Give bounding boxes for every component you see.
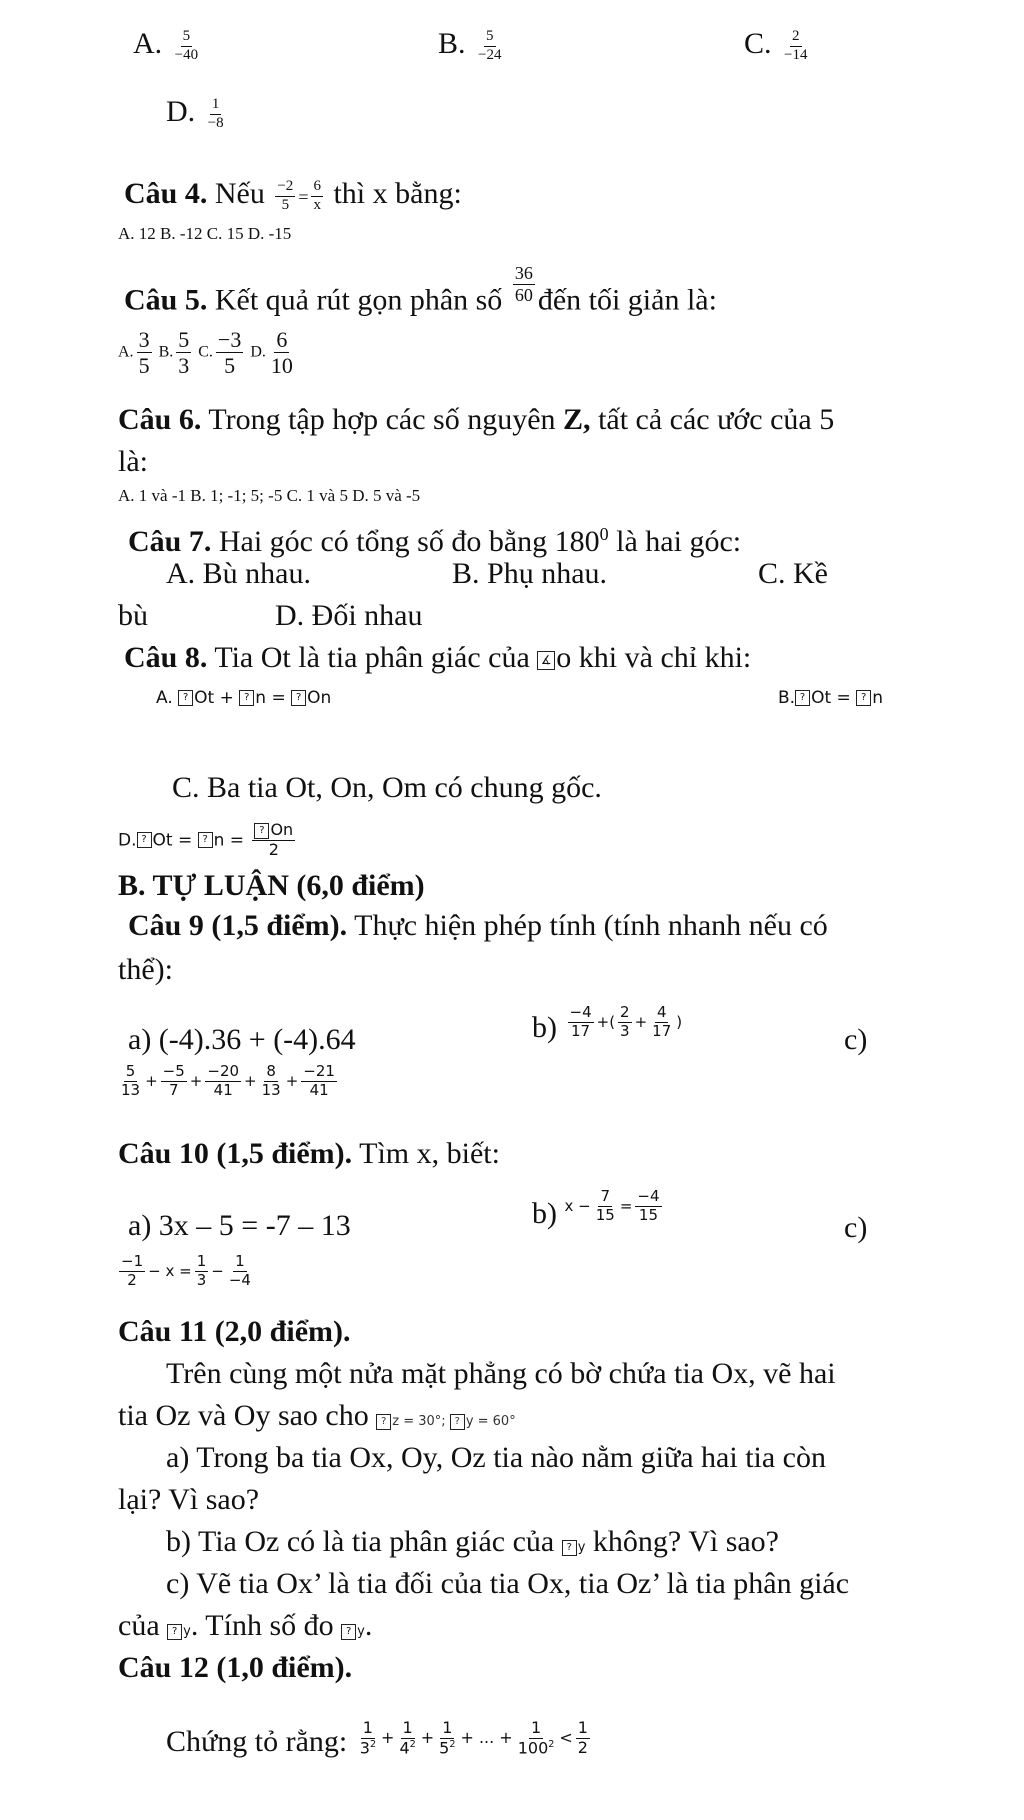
q8-a-missing-glyph-3: ? [291, 690, 306, 706]
q3-option-a [133, 26, 203, 63]
q8-d-missing-glyph-1: ? [137, 832, 152, 848]
q7-answer-a: A. Bù nhau. [166, 557, 311, 590]
q10-c-fraction-2: $\frac{1}{3}$ [196, 1252, 207, 1289]
q4-fraction-1: $\frac{-2}{5}$ [277, 177, 294, 213]
q5-answer-d: $\frac{6}{10}$ [270, 327, 293, 379]
q8-answer-d: D. ? Ot = ? n = $\frac{? On}{2}$ [118, 820, 294, 859]
q11-label: Câu 11 (2,0 điểm). [118, 1315, 351, 1348]
q3-option-b-fraction: $\frac{5}{-24}$ [478, 27, 502, 63]
q12-rhs: $\frac{1}{2}$ [577, 1718, 588, 1757]
q3-option-c [744, 26, 812, 63]
q8-answer-b: B. ? Ot = ? n [778, 688, 883, 708]
q8-d-missing-glyph-2: ? [198, 832, 213, 848]
q11-missing-glyph-5: ? [341, 1624, 356, 1640]
q12-term-2: $\frac{1}{4^2}$ [399, 1718, 416, 1758]
q9-c-term-5: $\frac{-21}{41}$ [303, 1062, 335, 1099]
q6-question-cont: là: [118, 445, 148, 478]
q6-answers: A. 1 và -1 B. 1; -1; 5; -5 C. 1 và 5 D. 5 và -5 [118, 486, 421, 505]
q9-question: Câu 9 (1,5 điểm). Thực hiện phép tính (tính nhanh nếu có [128, 909, 828, 942]
q11-part-c-line-1: c) Vẽ tia Ox’ là tia đối của tia Ox, tia Oz’ là tia phân giác [166, 1567, 850, 1600]
q3-option-b [438, 26, 506, 63]
q8-answer-c: C. Ba tia Ot, On, Om có chung gốc. [172, 771, 602, 804]
q9-b-fraction-1: $\frac{-4}{17}$ [569, 1003, 592, 1040]
q10-part-c: $\frac{-1}{2}$ − x = $\frac{1}{3}$ − $\frac{1}{-4}$ [121, 1252, 251, 1289]
q12-term-4: $\frac{1}{100^2}$ [517, 1718, 555, 1758]
q9-question-cont: thể): [118, 953, 173, 986]
q9-b-fraction-3: $\frac{4}{17}$ [652, 1003, 672, 1040]
q10-part-c-label: c) [844, 1211, 868, 1244]
q7-answer-d: D. Đối nhau [275, 599, 423, 632]
q11-missing-glyph-1: ? [376, 1414, 391, 1430]
q7-answer-b: B. Phụ nhau. [452, 557, 608, 590]
q11-part-a-line-2: lại? Vì sao? [118, 1483, 260, 1516]
q8-answer-a: A. ? Ot + ? n = ? On [156, 688, 332, 708]
q10-part-a: a) 3x – 5 = -7 – 13 [128, 1209, 351, 1242]
q3-option-d-label: D. [166, 95, 196, 128]
q8-d-fraction: $\frac{? On}{2}$ [252, 822, 295, 859]
q11-missing-glyph-4: ? [167, 1624, 182, 1640]
q3-option-c-label: C. [744, 27, 772, 60]
q7-question: Câu 7. Hai góc có tổng số đo bằng $180^0$ là hai góc: [128, 524, 742, 558]
q3-option-a-label: A. [133, 27, 163, 60]
q3-option-d [166, 94, 229, 131]
q11-part-b: b) Tia Oz có là tia phân giác của ? y không? Vì sao? [166, 1525, 780, 1558]
q12-term-1: $\frac{1}{3^2}$ [359, 1718, 377, 1758]
q10-b-fraction-2: $\frac{-4}{15}$ [637, 1187, 660, 1224]
q8-a-missing-glyph-1: ? [178, 690, 193, 706]
q5-fraction: $\frac{36}{60}$ [514, 263, 533, 305]
q8-question: Câu 8. Tia Ot là tia phân giác của ∡ o khi và chỉ khi: [124, 641, 752, 674]
q9-b-fraction-2: $\frac{2}{3}$ [620, 1003, 630, 1040]
q4-fraction-2: $\frac{6}{x}$ [313, 177, 321, 213]
q5-answer-b: $\frac{5}{3}$ [178, 327, 190, 379]
q3-option-c-fraction: $\frac{2}{-14}$ [784, 27, 808, 63]
section-b-title: B. TỰ LUẬN (6,0 điểm) [118, 869, 425, 902]
q11-paragraph-2: tia Oz và Oy sao cho ? z = 30°; ? y = 60° [118, 1399, 516, 1432]
q6-label: Câu 6. [118, 403, 202, 436]
q11-missing-glyph-3: ? [562, 1540, 577, 1556]
q10-label: Câu 10 (1,5 điểm). [118, 1137, 353, 1170]
q5-answer-a: $\frac{3}{5}$ [138, 327, 150, 379]
q5-answer-c: $\frac{-3}{5}$ [217, 327, 242, 379]
q6-question: Câu 6. Trong tập hợp các số nguyên Z, tất cả các ước của 5 [118, 403, 835, 436]
q5-answers: A. $\frac{3}{5}$ B. $\frac{5}{3}$ C. $\frac{-3}{5}$ D. $\frac{6}{10}$ [118, 327, 293, 379]
q7-value: $180^0$ [554, 524, 609, 558]
q5-question: Câu 5. Kết quả rút gọn phân số $\frac{36}{60}$ đến tối giản là: [124, 263, 717, 317]
q8-b-missing-glyph-1: ? [795, 690, 810, 706]
q10-c-fraction-3: $\frac{1}{-4}$ [228, 1252, 251, 1289]
q4-label: Câu 4. [124, 177, 208, 210]
q10-question: Câu 10 (1,5 điểm). Tìm x, biết: [118, 1137, 500, 1170]
q10-part-b: b) $^{x - \frac{7}{15} = \frac{-4}{15}}$ [532, 1187, 660, 1230]
q8-angle-glyph: ∡ [537, 651, 555, 670]
q9-c-term-1: $\frac{5}{13}$ [121, 1062, 141, 1099]
q11-part-a-line-1: a) Trong ba tia Ox, Oy, Oz tia nào nằm giữa hai tia còn [166, 1441, 826, 1474]
q7-label: Câu 7. [128, 525, 212, 558]
q9-c-term-4: $\frac{8}{13}$ [261, 1062, 281, 1099]
q10-b-fraction-1: $\frac{7}{15}$ [595, 1187, 615, 1224]
q9-label: Câu 9 (1,5 điểm). [128, 909, 348, 942]
q3-option-b-label: B. [438, 27, 466, 60]
q11-part-c-line-2: của ? y. Tính số đo ? y. [118, 1609, 373, 1642]
q12-label: Câu 12 (1,0 điểm). [118, 1651, 353, 1684]
q10-c-fraction-1: $\frac{-1}{2}$ [121, 1252, 144, 1289]
q3-option-a-fraction: $\frac{5}{-40}$ [174, 27, 199, 63]
q9-part-b: b) $^{\frac{-4}{17} +( \frac{2}{3} + \frac{4}{17} )}$ [532, 1003, 683, 1044]
q11-missing-glyph-2: ? [450, 1414, 465, 1430]
q12-statement: Chứng tỏ rằng: $^{\frac{1}{3^2} + \frac{1}{4^2} + \frac{1}{5^2} + ... + \frac{1}{100^2} < \frac{1}{2}}$ [166, 1718, 588, 1758]
q7-answer-c: C. Kề [758, 557, 828, 590]
q7-answer-c-cont: bù [118, 599, 148, 632]
q9-part-c-label: c) [844, 1023, 868, 1056]
q9-part-c: $\frac{5}{13}$ + $\frac{-5}{7}$ + $\frac{-20}{41}$ + $\frac{8}{13}$ + $\frac{-21}{41}$ [121, 1062, 335, 1099]
q12-term-3: $\frac{1}{5^2}$ [439, 1718, 456, 1758]
q4-question: Câu 4. Nếu $\frac{-2}{5}$ = $\frac{6}{x}$ thì x bằng: [124, 177, 462, 213]
q5-label: Câu 5. [124, 283, 208, 317]
q4-answers: A. 12 B. -12 C. 15 D. -15 [118, 224, 292, 243]
q9-c-term-2: $\frac{-5}{7}$ [162, 1062, 185, 1099]
q9-c-term-3: $\frac{-20}{41}$ [207, 1062, 240, 1099]
q8-label: Câu 8. [124, 641, 208, 674]
q8-d-missing-glyph-3: ? [254, 823, 269, 839]
q11-paragraph-1: Trên cùng một nửa mặt phẳng có bờ chứa tia Ox, vẽ hai [166, 1357, 836, 1390]
q8-b-missing-glyph-2: ? [856, 690, 871, 706]
q9-part-a: a) (-4).36 + (-4).64 [128, 1023, 356, 1056]
q3-option-d-fraction: $\frac{1}{-8}$ [207, 95, 224, 131]
q8-a-missing-glyph-2: ? [239, 690, 254, 706]
